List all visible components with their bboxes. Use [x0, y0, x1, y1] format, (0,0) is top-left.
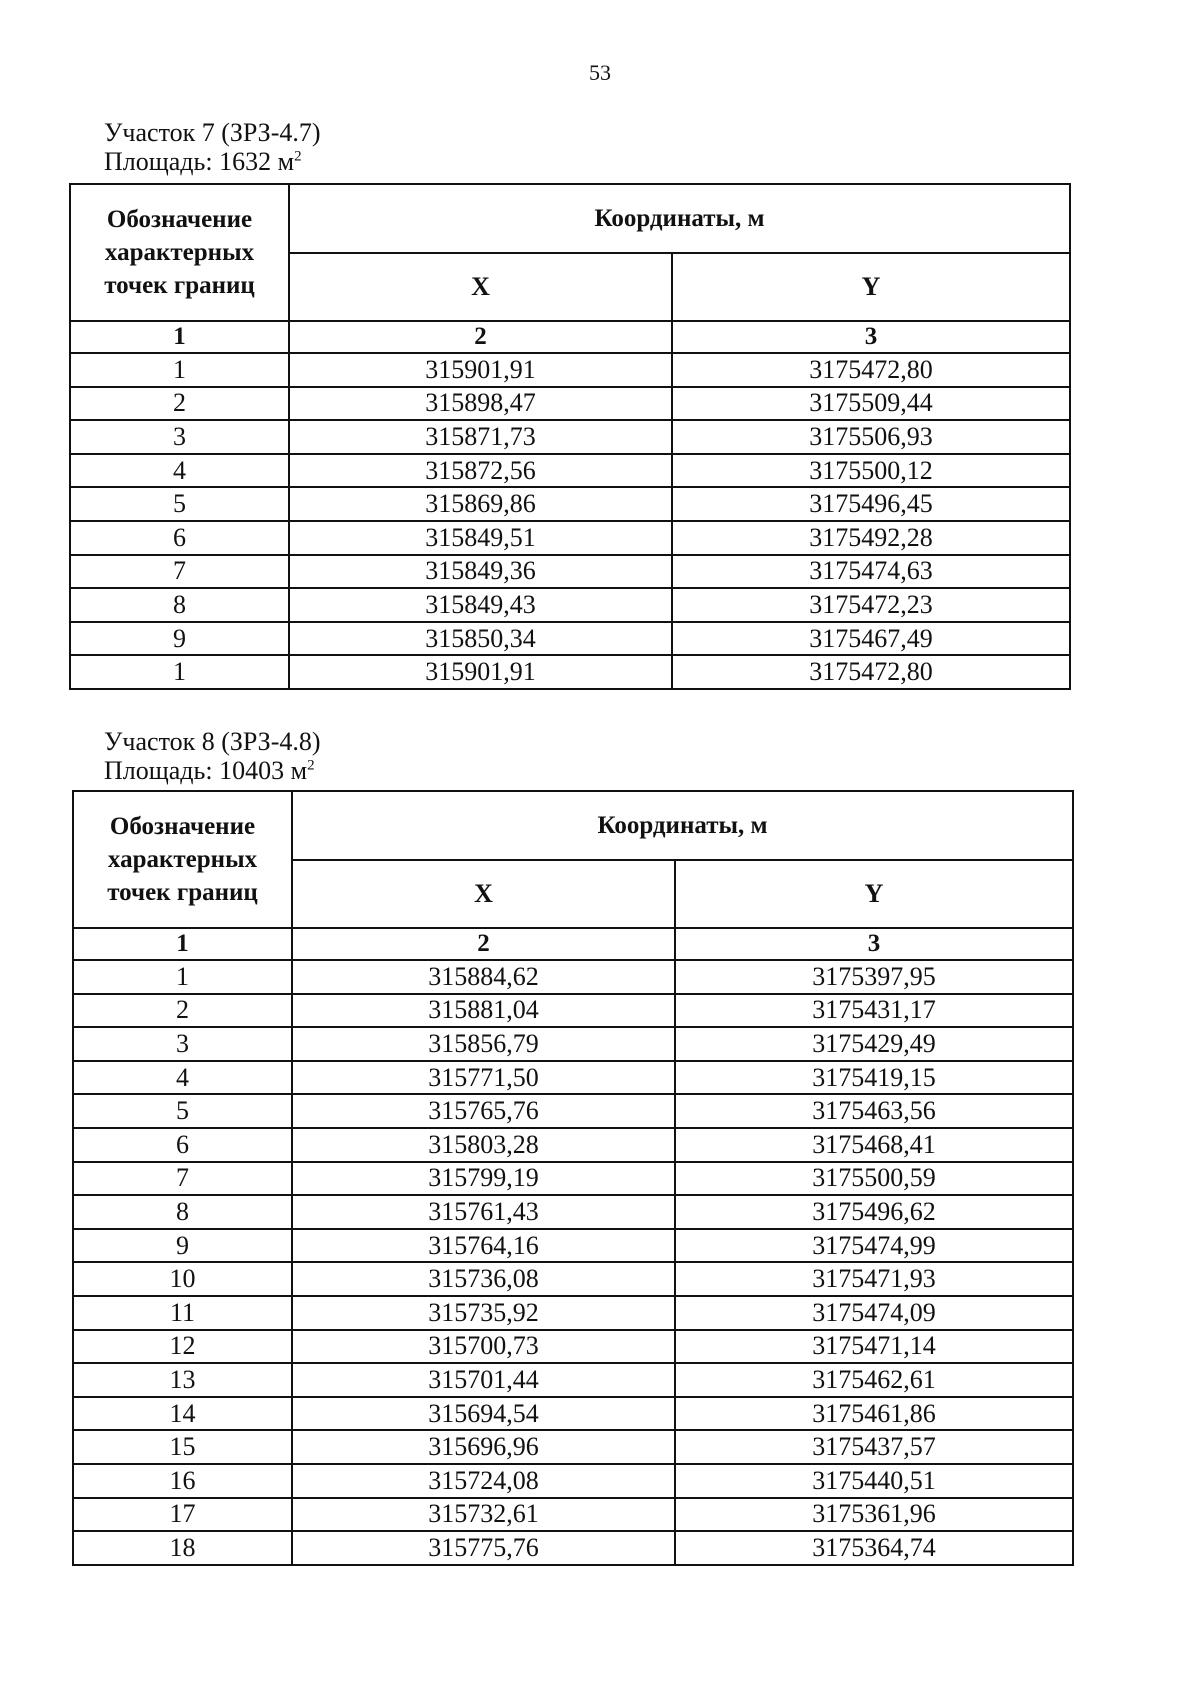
plot-title: Участок 8 (ЗРЗ-4.8): [104, 727, 321, 756]
x-coordinate-cell: 315765,76: [292, 1094, 675, 1128]
table-row: [70, 454, 1070, 488]
y-header: Y: [672, 253, 1070, 321]
column-numbering-row: [73, 928, 1073, 960]
table-row: [70, 555, 1070, 589]
point-number-cell: 2: [70, 387, 289, 421]
x-coordinate-cell: 315850,34: [289, 622, 672, 656]
column-number: 2: [289, 321, 672, 353]
point-number-cell: 2: [73, 994, 292, 1028]
y-coordinate-cell: 3175496,62: [675, 1195, 1073, 1229]
table-row: [73, 1229, 1073, 1263]
coordinates-table: [69, 183, 1071, 690]
table-row: [73, 1330, 1073, 1364]
x-coordinate-cell: 315849,51: [289, 521, 672, 555]
y-coordinate-cell: 3175461,86: [675, 1397, 1073, 1431]
column-number: 1: [73, 928, 292, 960]
x-coordinate-cell: 315898,47: [289, 387, 672, 421]
point-label-header: Обозначение характерных точек границ: [70, 184, 289, 321]
table-row: [73, 1195, 1073, 1229]
y-coordinate-cell: 3175506,93: [672, 420, 1070, 454]
point-number-cell: 7: [73, 1162, 292, 1196]
x-coordinate-cell: 315735,92: [292, 1296, 675, 1330]
y-coordinate-cell: 3175500,59: [675, 1162, 1073, 1196]
point-number-cell: 4: [70, 454, 289, 488]
point-number-cell: 13: [73, 1363, 292, 1397]
point-number-cell: 12: [73, 1330, 292, 1364]
y-coordinate-cell: 3175509,44: [672, 387, 1070, 421]
y-coordinate-cell: 3175474,09: [675, 1296, 1073, 1330]
x-coordinate-cell: 315871,73: [289, 420, 672, 454]
plot-title: Участок 7 (ЗРЗ-4.7): [104, 118, 321, 147]
x-coordinate-cell: 315694,54: [292, 1397, 675, 1431]
x-coordinate-cell: 315799,19: [292, 1162, 675, 1196]
y-coordinate-cell: 3175440,51: [675, 1464, 1073, 1498]
column-number: 3: [675, 928, 1073, 960]
column-number: 3: [672, 321, 1070, 353]
y-coordinate-cell: 3175419,15: [675, 1061, 1073, 1095]
x-coordinate-cell: 315884,62: [292, 960, 675, 994]
coordinates-header: Координаты, м: [289, 184, 1070, 253]
table-row: [73, 1128, 1073, 1162]
point-number-cell: 16: [73, 1464, 292, 1498]
coordinates-table: [72, 790, 1074, 1566]
point-number-cell: 9: [73, 1229, 292, 1263]
table-row: [70, 521, 1070, 555]
x-header: X: [289, 253, 672, 321]
plot-caption: [104, 727, 321, 785]
table-row: [73, 1027, 1073, 1061]
y-coordinate-cell: 3175468,41: [675, 1128, 1073, 1162]
y-coordinate-cell: 3175472,23: [672, 588, 1070, 622]
y-coordinate-cell: 3175431,17: [675, 994, 1073, 1028]
plot-caption: [104, 118, 321, 176]
x-coordinate-cell: 315764,16: [292, 1229, 675, 1263]
y-coordinate-cell: 3175492,28: [672, 521, 1070, 555]
point-number-cell: 3: [70, 420, 289, 454]
table-row: [70, 353, 1070, 387]
table-row: [73, 1061, 1073, 1095]
x-coordinate-cell: 315881,04: [292, 994, 675, 1028]
plot-area: Площадь: 10403 $м^2$: [104, 756, 315, 785]
y-coordinate-cell: 3175500,12: [672, 454, 1070, 488]
table-row: [70, 387, 1070, 421]
table-row: [73, 1464, 1073, 1498]
point-number-cell: 8: [73, 1195, 292, 1229]
table-row: [70, 588, 1070, 622]
x-coordinate-cell: 315803,28: [292, 1128, 675, 1162]
x-coordinate-cell: 315771,50: [292, 1061, 675, 1095]
table-body: [73, 960, 1073, 1565]
point-label-header: Обозначение характерных точек границ: [73, 791, 292, 928]
table-row: [73, 1162, 1073, 1196]
x-coordinate-cell: 315849,36: [289, 555, 672, 589]
point-number-cell: 7: [70, 555, 289, 589]
y-coordinate-cell: 3175361,96: [675, 1498, 1073, 1532]
point-number-cell: 5: [73, 1094, 292, 1128]
table-row: [73, 960, 1073, 994]
x-coordinate-cell: 315856,79: [292, 1027, 675, 1061]
point-number-cell: 4: [73, 1061, 292, 1095]
table-row: [73, 1430, 1073, 1464]
table-row: [73, 1397, 1073, 1431]
plot-area: Площадь: 1632 $м^2$: [104, 147, 302, 176]
x-coordinate-cell: 315872,56: [289, 454, 672, 488]
point-number-cell: 11: [73, 1296, 292, 1330]
y-coordinate-cell: 3175474,99: [675, 1229, 1073, 1263]
y-coordinate-cell: 3175437,57: [675, 1430, 1073, 1464]
table-row: [73, 1498, 1073, 1532]
x-coordinate-cell: 315775,76: [292, 1531, 675, 1565]
table-row: [73, 1262, 1073, 1296]
x-coordinate-cell: 315724,08: [292, 1464, 675, 1498]
x-coordinate-cell: 315761,43: [292, 1195, 675, 1229]
table-row: [73, 1094, 1073, 1128]
table-row: [73, 1363, 1073, 1397]
table-row: [70, 655, 1070, 689]
y-coordinate-cell: 3175429,49: [675, 1027, 1073, 1061]
y-coordinate-cell: 3175472,80: [672, 353, 1070, 387]
x-coordinate-cell: 315901,91: [289, 655, 672, 689]
point-number-cell: 1: [70, 655, 289, 689]
point-number-cell: 8: [70, 588, 289, 622]
x-coordinate-cell: 315701,44: [292, 1363, 675, 1397]
point-number-cell: 5: [70, 487, 289, 521]
y-coordinate-cell: 3175471,14: [675, 1330, 1073, 1364]
point-number-cell: 14: [73, 1397, 292, 1431]
y-coordinate-cell: 3175471,93: [675, 1262, 1073, 1296]
point-number-cell: 15: [73, 1430, 292, 1464]
table-row: [70, 622, 1070, 656]
point-number-cell: 1: [73, 960, 292, 994]
table-row: [73, 994, 1073, 1028]
y-coordinate-cell: 3175462,61: [675, 1363, 1073, 1397]
point-number-cell: 9: [70, 622, 289, 656]
y-coordinate-cell: 3175472,80: [672, 655, 1070, 689]
y-coordinate-cell: 3175496,45: [672, 487, 1070, 521]
table-body: [70, 353, 1070, 689]
x-coordinate-cell: 315901,91: [289, 353, 672, 387]
y-coordinate-cell: 3175397,95: [675, 960, 1073, 994]
page-number: 53: [589, 60, 611, 85]
table-row: [70, 420, 1070, 454]
point-number-cell: 17: [73, 1498, 292, 1532]
point-number-cell: 6: [70, 521, 289, 555]
coordinates-header: Координаты, м: [292, 791, 1073, 860]
point-number-cell: 1: [70, 353, 289, 387]
column-number: 2: [292, 928, 675, 960]
table-row: [73, 1296, 1073, 1330]
column-numbering-row: [70, 321, 1070, 353]
column-number: 1: [70, 321, 289, 353]
point-number-cell: 3: [73, 1027, 292, 1061]
y-coordinate-cell: 3175467,49: [672, 622, 1070, 656]
point-number-cell: 10: [73, 1262, 292, 1296]
table-row: [73, 1531, 1073, 1565]
x-coordinate-cell: 315849,43: [289, 588, 672, 622]
x-coordinate-cell: 315736,08: [292, 1262, 675, 1296]
point-number-cell: 18: [73, 1531, 292, 1565]
x-coordinate-cell: 315696,96: [292, 1430, 675, 1464]
table-row: [70, 487, 1070, 521]
y-coordinate-cell: 3175463,56: [675, 1094, 1073, 1128]
x-coordinate-cell: 315732,61: [292, 1498, 675, 1532]
point-number-cell: 6: [73, 1128, 292, 1162]
y-coordinate-cell: 3175364,74: [675, 1531, 1073, 1565]
y-coordinate-cell: 3175474,63: [672, 555, 1070, 589]
x-coordinate-cell: 315700,73: [292, 1330, 675, 1364]
x-coordinate-cell: 315869,86: [289, 487, 672, 521]
y-header: Y: [675, 860, 1073, 928]
x-header: X: [292, 860, 675, 928]
